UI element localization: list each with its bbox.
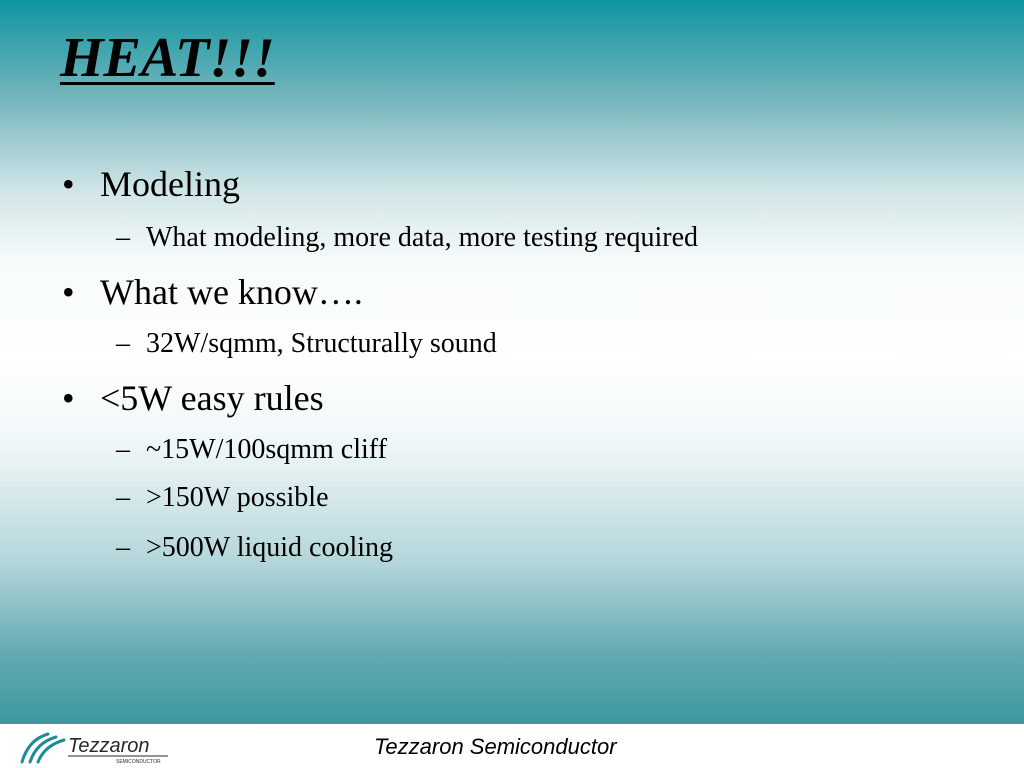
slide-title: HEAT!!! — [60, 27, 275, 89]
footer-company-name: Tezzaron Semiconductor — [374, 734, 617, 759]
dash-mark: – — [116, 222, 130, 253]
sub-bullet-item — [116, 534, 393, 562]
bullet-text: <5W easy rules — [100, 378, 324, 418]
logo-wordmark: Tezzaron — [68, 735, 150, 757]
sub-bullet-item — [116, 436, 387, 464]
bullet-mark: • — [62, 272, 75, 312]
sub-bullet-item — [116, 330, 497, 358]
sub-bullet-text: 32W/sqmm, Structurally sound — [146, 328, 497, 359]
footer-bar — [0, 724, 1024, 768]
bullet-mark: • — [62, 378, 75, 418]
dash-mark: – — [116, 482, 130, 513]
dash-mark: – — [116, 434, 130, 465]
bullet-text: Modeling — [100, 164, 240, 204]
bullet-item — [62, 166, 240, 202]
bullet-item — [62, 380, 324, 416]
sub-bullet-text: >500W liquid cooling — [146, 532, 394, 563]
dash-mark: – — [116, 328, 130, 359]
sub-bullet-item — [116, 224, 698, 252]
bullet-item — [62, 274, 363, 310]
tezzaron-logo — [18, 728, 178, 766]
logo-subtext: SEMICONDUCTOR — [116, 759, 161, 765]
bullet-mark: • — [62, 164, 75, 204]
dash-mark: – — [116, 532, 130, 563]
sub-bullet-text: ~15W/100sqmm cliff — [146, 434, 387, 465]
bullet-text: What we know…. — [100, 272, 363, 312]
sub-bullet-item — [116, 484, 329, 512]
sub-bullet-text: >150W possible — [146, 482, 329, 513]
swoosh-icon — [22, 734, 64, 762]
sub-bullet-text: What modeling, more data, more testing required — [146, 222, 699, 253]
